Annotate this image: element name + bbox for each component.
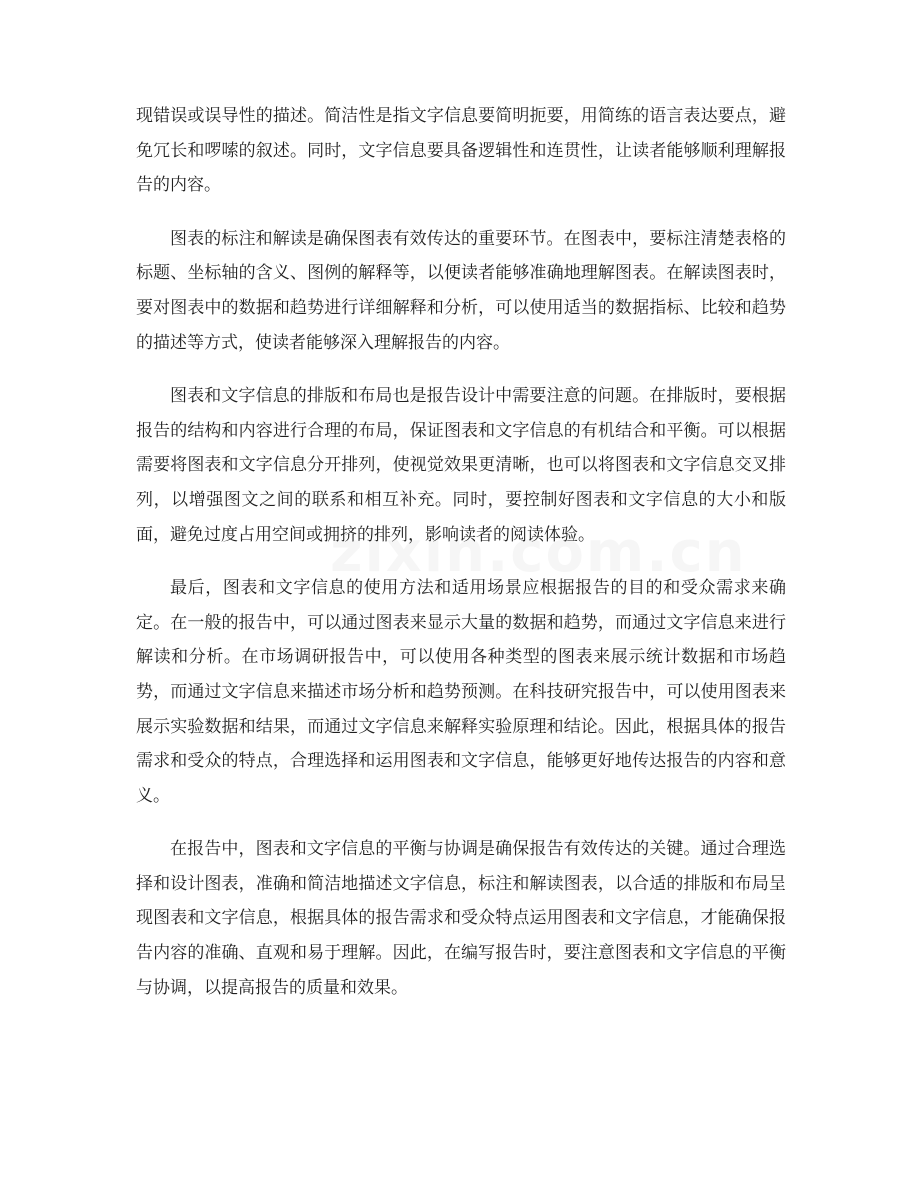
paragraph-2: 图表的标注和解读是确保图表有效传达的重要环节。在图表中，要标注清楚表格的标题、坐标轴的含义、图例的解释等，以便读者能够准确地理解图表。在解读图表时，要对图表中的数据和趋势进行详细解释和分析，可以使用适当的数据指标、比较和趋势的描述等方式，使读者能够深入理解报告的内容。 bbox=[136, 228, 786, 353]
paragraph-3: 图表和文字信息的排版和布局也是报告设计中需要注意的问题。在排版时，要根据报告的结构和内容进行合理的布局，保证图表和文字信息的有机结合和平衡。可以根据需要将图表和文字信息分开排列，使视觉效果更清晰，也可以将图表和文字信息交叉排列，以增强图文之间的联系和相互补充。同时，要控制好图表和文字信息的大小和版面，避免过度占用空间或拥挤的排列，影响读者的阅读体验。 bbox=[136, 386, 786, 545]
paragraph-5: 在报告中，图表和文字信息的平衡与协调是确保报告有效传达的关键。通过合理选择和设计图表，准确和简洁地描述文字信息，标注和解读图表，以合适的排版和布局呈现图表和文字信息，根据具体的报告需求和受众特点运用图表和文字信息，才能确保报告内容的准确、直观和易于理解。因此，在编写报告时，要注意图表和文字信息的平衡与协调，以提高报告的质量和效果。 bbox=[136, 839, 786, 998]
document-body bbox=[136, 99, 786, 1024]
paragraph-4: 最后，图表和文字信息的使用方法和适用场景应根据报告的目的和受众需求来确定。在一般的报告中，可以通过图表来显示大量的数据和趋势，而通过文字信息来进行解读和分析。在市场调研报告中，可以使用各种类型的图表来展示统计数据和市场趋势，而通过文字信息来描述市场分析和趋势预测。在科技研究报告中，可以使用图表来展示实验数据和结果，而通过文字信息来解释实验原理和结论。因此，根据具体的报告需求和受众的特点，合理选择和运用图表和文字信息，能够更好地传达报告的内容和意义。 bbox=[136, 578, 786, 806]
paragraph-1: 现错误或误导性的描述。简洁性是指文字信息要简明扼要，用简练的语言表达要点，避免冗长和啰嗦的叙述。同时，文字信息要具备逻辑性和连贯性，让读者能够顺利理解报告的内容。 bbox=[136, 106, 786, 196]
